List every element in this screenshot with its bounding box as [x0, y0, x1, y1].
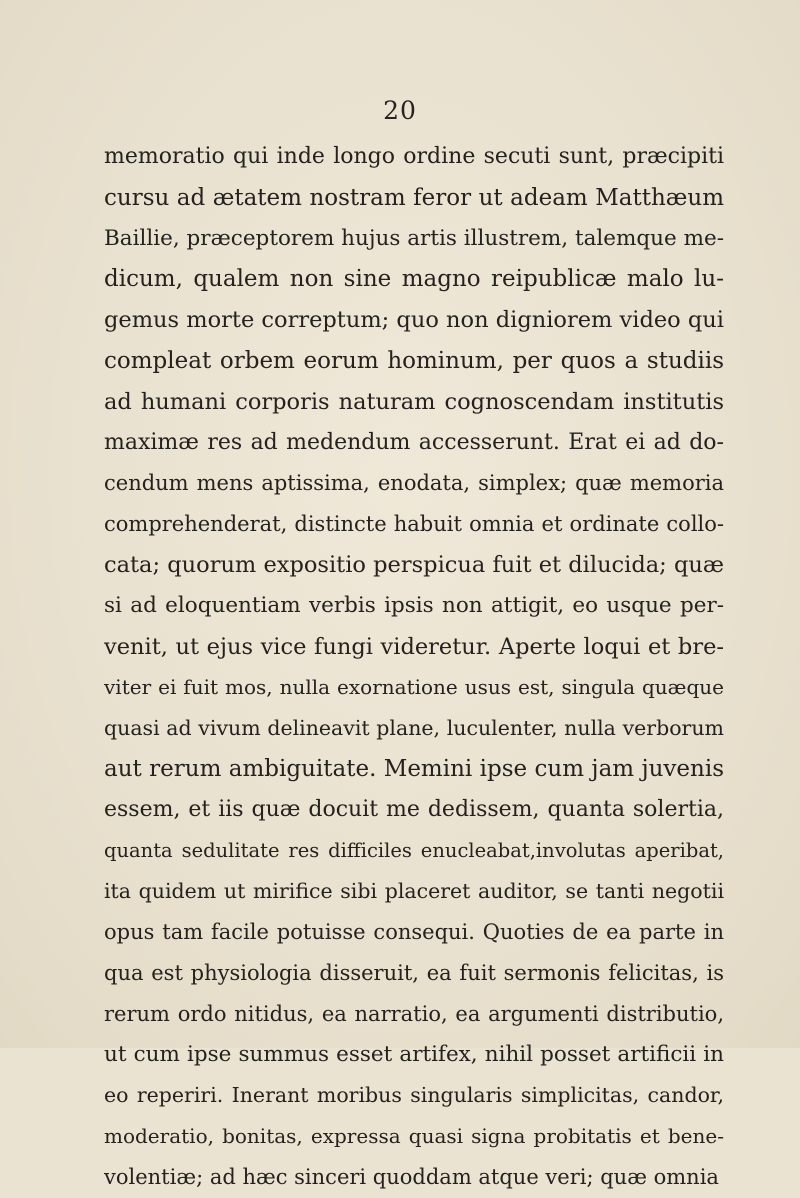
text-line: cursu ad ætatem nostram feror ut adeam Matthæum — [104, 184, 724, 211]
text-line: eo reperiri. Inerant moribus singularis simplicitas, candor, — [104, 1083, 724, 1108]
text-line: quanta sedulitate res difficiles enucleabat,involutas aperibat, — [104, 838, 724, 862]
text-line: qua est physiologia disseruit, ea fuit sermonis felicitas, is — [104, 960, 724, 985]
text-line: gemus morte correptum; quo non digniorem video qui — [104, 307, 724, 334]
text-line: memoratio qui inde longo ordine secuti sunt, præcipiti — [104, 144, 724, 169]
body-text — [104, 137, 724, 1198]
text-line: ita quidem ut mirifice sibi placeret auditor, se tanti negotii — [104, 879, 724, 904]
text-line: maximæ res ad medendum accesserunt. Erat ei ad do- — [104, 429, 724, 455]
text-line: viter ei fuit mos, nulla exornatione usus est, singula quæque — [104, 675, 724, 700]
text-line: comprehenderat, distincte habuit omnia et ordinate collo- — [104, 512, 724, 537]
text-line: essem, et iis quæ docuit me dedissem, quanta solertia, — [104, 796, 724, 822]
text-line: aut rerum ambiguitate. Memini ipse cum jam juvenis — [104, 755, 724, 782]
text-line: cendum mens aptissima, enodata, simplex; quæ memoria — [104, 471, 724, 496]
text-line: venit, ut ejus vice fungi videretur. Aperte loqui et bre- — [104, 633, 724, 660]
text-line: ut cum ipse summus esset artifex, nihil posset artificii in — [104, 1041, 724, 1067]
text-line: quasi ad vivum delineavit plane, luculenter, nulla verborum — [104, 716, 724, 741]
text-line: si ad eloquentiam verbis ipsis non attigit, eo usque per- — [104, 592, 724, 618]
text-line: volentiæ; ad hæc sinceri quoddam atque veri; quæ omnia — [104, 1164, 719, 1189]
text-line: compleat orbem eorum hominum, per quos a studiis — [104, 347, 724, 374]
text-line: Baillie, præceptorem hujus artis illustrem, talemque me- — [104, 225, 724, 251]
text-line: moderatio, bonitas, expressa quasi signa probitatis et bene- — [104, 1124, 724, 1149]
text-line: cata; quorum expositio perspicua fuit et dilucida; quæ — [104, 551, 724, 578]
text-line: rerum ordo nitidus, ea narratio, ea argumenti distributio, — [104, 1001, 724, 1026]
text-line: ad humani corporis naturam cognoscendam institutis — [104, 388, 724, 415]
text-line: dicum, qualem non sine magno reipublicæ malo lu- — [104, 266, 724, 293]
page-number: 20 — [383, 96, 417, 125]
text-line: opus tam facile potuisse consequi. Quoties de ea parte in — [104, 920, 724, 945]
